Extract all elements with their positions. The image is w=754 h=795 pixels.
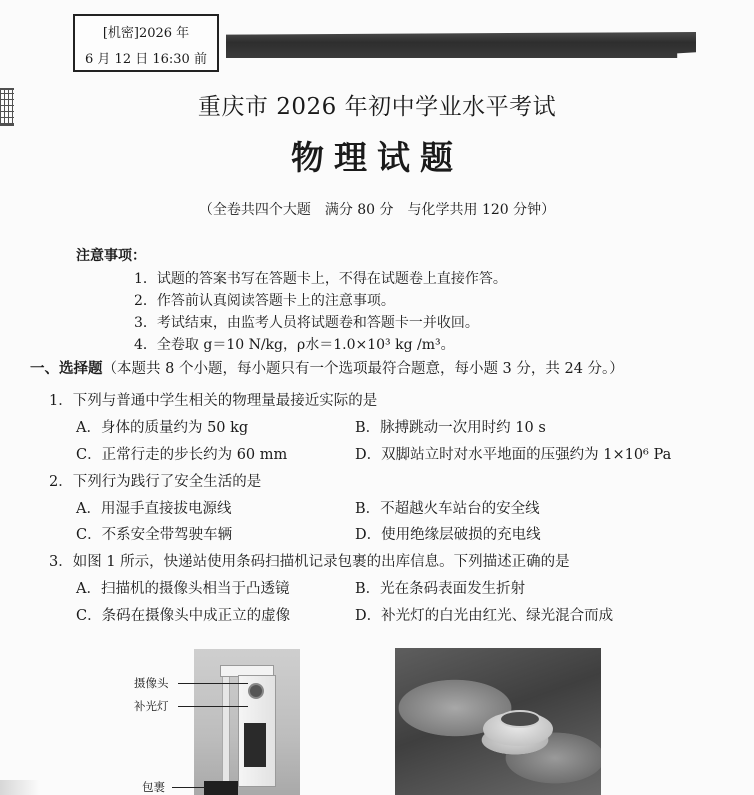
section-description: （本题共 8 个小题，每小题只有一个选项最符合题意，每小题 3 分，共 24 分。）	[102, 361, 624, 377]
confidential-line-1: [机密]2026 年	[102, 26, 190, 41]
notice-item: 3．考试结束，由监考人员将试题卷和答题卡一并收回。	[134, 315, 479, 331]
question-option: C．条码在摄像头中成正立的虚像	[76, 608, 291, 624]
question-stem: 1．下列与普通中学生相关的物理量最接近实际的是	[49, 393, 378, 409]
leader-line	[172, 787, 206, 788]
question-option: A．用湿手直接拔电源线	[76, 501, 232, 517]
question-option: D．补光灯的白光由红光、绿光混合而成	[355, 608, 614, 624]
question-option: A．扫描机的摄像头相当于凸透镜	[76, 581, 290, 597]
notice-item: 1．试题的答案书写在答题卡上，不得在试题卷上直接作答。	[134, 271, 507, 287]
section-label: 一、选择题	[30, 361, 103, 377]
parcel	[204, 781, 238, 795]
leader-line	[178, 683, 248, 684]
confidential-stamp	[73, 14, 219, 72]
figure-label-camera: 摄像头	[134, 676, 169, 690]
question-option: C．正常行走的步长约为 60 mm	[76, 447, 288, 463]
figure-label-light: 补光灯	[134, 699, 169, 713]
scanner-screen	[244, 723, 266, 767]
exam-info: （全卷共四个大题 满分 80 分 与化学共用 120 分钟）	[198, 202, 556, 218]
redaction-bar	[226, 32, 696, 58]
question-option: D．双脚站立时对水平地面的压强约为 1×10⁶ Pa	[355, 447, 672, 463]
question-option: B．光在条码表面发生折射	[355, 581, 526, 597]
camera-lens-icon	[248, 683, 264, 699]
scan-shadow	[0, 780, 40, 795]
scanner-pole	[222, 675, 230, 793]
figure-1-scanner-photo	[194, 649, 300, 795]
notice-item: 4．全卷取 g＝10 N/kg，ρ水＝1.0×10³ kg /m³。	[134, 337, 455, 353]
subject-title: 物理试题	[291, 138, 463, 177]
figure-2-pottery-photo	[395, 648, 601, 795]
section-heading	[30, 357, 624, 378]
figure-label-parcel: 包裹	[142, 780, 165, 794]
question-stem: 2．下列行为践行了安全生活的是	[49, 474, 262, 490]
leader-line	[178, 706, 248, 707]
pottery-rim	[499, 710, 541, 728]
question-stem: 3．如图 1 所示，快递站使用条码扫描机记录包裹的出库信息。下列描述正确的是	[49, 554, 570, 570]
question-option: D．使用绝缘层破损的充电线	[355, 527, 541, 543]
notice-heading: 注意事项：	[76, 248, 146, 264]
notice-item: 2．作答前认真阅读答题卡上的注意事项。	[134, 293, 395, 309]
confidential-line-2: 6 月 12 日 16:30 前	[85, 52, 207, 67]
exam-title: 重庆市 2026 年初中学业水平考试	[197, 94, 557, 120]
question-option: B．脉搏跳动一次用时约 10 s	[355, 420, 546, 436]
question-option: C．不系安全带驾驶车辆	[76, 527, 233, 543]
question-option: B．不超越火车站台的安全线	[355, 501, 540, 517]
question-option: A．身体的质量约为 50 kg	[76, 420, 249, 436]
